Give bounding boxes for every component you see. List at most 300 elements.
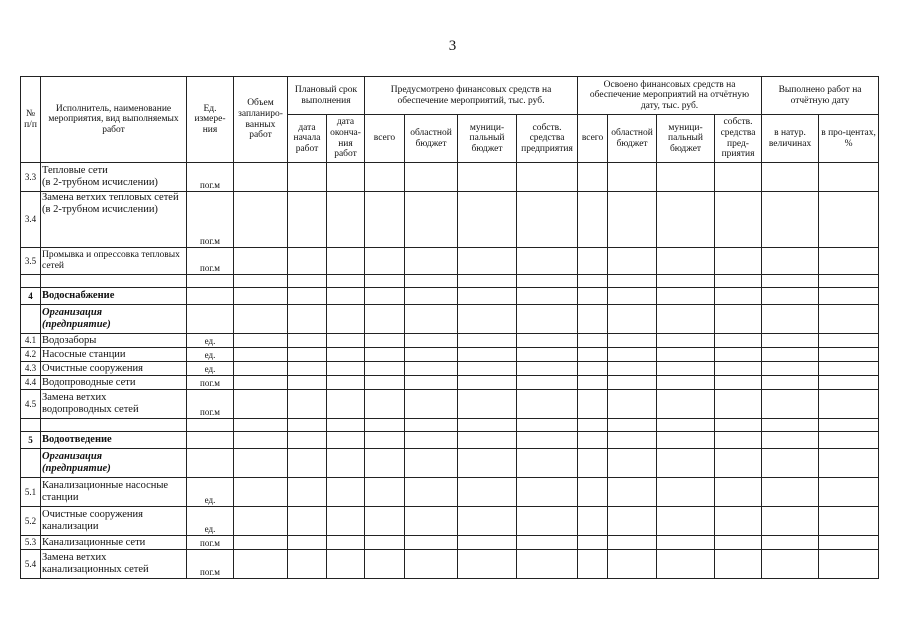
empty-cell (657, 432, 715, 449)
empty-cell (657, 507, 715, 536)
empty-cell (819, 334, 879, 348)
empty-cell (458, 192, 517, 248)
row-unit: ед. (187, 334, 234, 348)
row-name: Организация (предприятие) (41, 305, 187, 334)
empty-cell (517, 390, 578, 419)
empty-cell (405, 536, 458, 550)
empty-cell (578, 376, 608, 390)
empty-cell (819, 248, 879, 275)
empty-cell (608, 390, 657, 419)
empty-cell (657, 550, 715, 579)
empty-cell (608, 192, 657, 248)
empty-cell (715, 507, 762, 536)
empty-cell (762, 419, 819, 432)
empty-cell (819, 550, 879, 579)
empty-cell (458, 348, 517, 362)
empty-cell (365, 305, 405, 334)
row-name: Очистные сооружения канализации (41, 507, 187, 536)
empty-cell (608, 163, 657, 192)
empty-cell (715, 362, 762, 376)
header-provided-own: собств. средства предприятия (517, 115, 578, 163)
empty-cell (365, 390, 405, 419)
empty-cell (578, 507, 608, 536)
empty-cell (234, 432, 288, 449)
empty-cell (517, 507, 578, 536)
empty-cell (458, 432, 517, 449)
empty-cell (234, 478, 288, 507)
empty-cell (365, 362, 405, 376)
empty-cell (715, 192, 762, 248)
header-percent: в про-центах, % (819, 115, 879, 163)
empty-cell (517, 163, 578, 192)
empty-cell (657, 536, 715, 550)
empty-cell (608, 376, 657, 390)
empty-cell (517, 449, 578, 478)
row-unit: пог.м (187, 163, 234, 192)
empty-cell (405, 390, 458, 419)
empty-cell (762, 550, 819, 579)
empty-cell (458, 376, 517, 390)
empty-cell (517, 478, 578, 507)
empty-cell (715, 432, 762, 449)
empty-cell (288, 248, 327, 275)
table-row (21, 507, 879, 536)
page-number: 3 (448, 38, 457, 54)
empty-cell (405, 478, 458, 507)
empty-cell (288, 550, 327, 579)
empty-cell (327, 362, 365, 376)
empty-cell (819, 348, 879, 362)
empty-cell (578, 305, 608, 334)
empty-cell (365, 163, 405, 192)
empty-cell (657, 334, 715, 348)
empty-cell (365, 288, 405, 305)
empty-cell (405, 432, 458, 449)
row-name (41, 275, 187, 288)
empty-cell (458, 288, 517, 305)
row-unit: ед. (187, 348, 234, 362)
empty-cell (578, 536, 608, 550)
empty-cell (405, 550, 458, 579)
empty-cell (405, 192, 458, 248)
table-row (21, 348, 879, 362)
empty-cell (715, 163, 762, 192)
empty-cell (608, 449, 657, 478)
empty-cell (762, 449, 819, 478)
empty-cell (288, 478, 327, 507)
row-name: Замена ветхих водопроводных сетей (41, 390, 187, 419)
empty-cell (657, 275, 715, 288)
empty-cell (819, 163, 879, 192)
header-mastered-municipal: муници-пальный бюджет (657, 115, 715, 163)
empty-cell (517, 275, 578, 288)
empty-cell (365, 449, 405, 478)
empty-cell (327, 192, 365, 248)
empty-cell (234, 507, 288, 536)
row-number: 4 (21, 288, 41, 305)
empty-cell (715, 334, 762, 348)
empty-cell (458, 478, 517, 507)
empty-cell (762, 248, 819, 275)
table-row (21, 248, 879, 275)
empty-cell (762, 478, 819, 507)
empty-cell (234, 192, 288, 248)
empty-cell (327, 248, 365, 275)
empty-cell (657, 419, 715, 432)
empty-cell (715, 536, 762, 550)
empty-cell (365, 248, 405, 275)
empty-cell (288, 376, 327, 390)
empty-cell (819, 390, 879, 419)
empty-cell (327, 275, 365, 288)
table-row (21, 192, 879, 248)
empty-cell (234, 550, 288, 579)
empty-cell (715, 390, 762, 419)
row-number (21, 305, 41, 334)
header-provided-funds: Предусмотрено финансовых средств на обеспечение мероприятий, тыс. руб. (365, 77, 578, 115)
empty-cell (234, 348, 288, 362)
row-unit: пог.м (187, 390, 234, 419)
empty-cell (234, 376, 288, 390)
empty-cell (578, 348, 608, 362)
empty-cell (819, 449, 879, 478)
empty-cell (327, 507, 365, 536)
row-number: 4.2 (21, 348, 41, 362)
row-unit (187, 432, 234, 449)
empty-cell (762, 192, 819, 248)
row-unit: пог.м (187, 536, 234, 550)
row-name: Замена ветхих канализационных сетей (41, 550, 187, 579)
empty-cell (458, 248, 517, 275)
row-number: 4.1 (21, 334, 41, 348)
empty-cell (657, 305, 715, 334)
empty-cell (657, 362, 715, 376)
empty-cell (405, 419, 458, 432)
table-row (21, 376, 879, 390)
empty-cell (327, 288, 365, 305)
empty-cell (715, 419, 762, 432)
empty-cell (517, 334, 578, 348)
empty-cell (578, 432, 608, 449)
empty-cell (288, 305, 327, 334)
empty-cell (762, 275, 819, 288)
row-number: 5.4 (21, 550, 41, 579)
empty-cell (288, 348, 327, 362)
empty-cell (715, 288, 762, 305)
header-provided-municipal: муници-пальный бюджет (458, 115, 517, 163)
empty-cell (234, 275, 288, 288)
header-completed-works: Выполнено работ на отчётную дату (762, 77, 879, 115)
row-unit (187, 288, 234, 305)
table-row (21, 390, 879, 419)
header-mastered-funds: Освоено финансовых средств на обеспечение мероприятий на отчётную дату, тыс. руб. (578, 77, 762, 115)
empty-cell (715, 449, 762, 478)
row-unit (187, 305, 234, 334)
empty-cell (405, 163, 458, 192)
empty-cell (657, 390, 715, 419)
empty-cell (365, 348, 405, 362)
empty-cell (288, 163, 327, 192)
empty-cell (288, 288, 327, 305)
header-unit: Ед. измере-ния (187, 77, 234, 163)
empty-cell (458, 362, 517, 376)
empty-cell (234, 288, 288, 305)
row-number: 5 (21, 432, 41, 449)
header-mastered-total: всего (578, 115, 608, 163)
row-number (21, 275, 41, 288)
empty-cell (819, 362, 879, 376)
header-mastered-own: собств. средства пред-приятия (715, 115, 762, 163)
row-number: 5.1 (21, 478, 41, 507)
empty-cell (578, 550, 608, 579)
empty-cell (608, 419, 657, 432)
empty-cell (365, 478, 405, 507)
empty-cell (715, 550, 762, 579)
row-unit: ед. (187, 362, 234, 376)
empty-cell (819, 419, 879, 432)
empty-cell (405, 334, 458, 348)
empty-cell (517, 305, 578, 334)
empty-cell (819, 192, 879, 248)
header-end-date: дата оконча-ния работ (327, 115, 365, 163)
table-row (21, 362, 879, 376)
table-body (21, 163, 879, 579)
header-mastered-regional: областной бюджет (608, 115, 657, 163)
empty-cell (762, 536, 819, 550)
table-row (21, 536, 879, 550)
empty-cell (405, 449, 458, 478)
empty-cell (657, 288, 715, 305)
empty-cell (517, 550, 578, 579)
row-name: Водоотведение (41, 432, 187, 449)
header-executor: Исполнитель, наименование мероприятия, вид выполняемых работ (41, 77, 187, 163)
empty-cell (819, 275, 879, 288)
empty-cell (578, 288, 608, 305)
empty-cell (234, 536, 288, 550)
empty-cell (288, 507, 327, 536)
header-num: № п/п (21, 77, 41, 163)
empty-cell (405, 362, 458, 376)
empty-cell (578, 478, 608, 507)
table-row (21, 334, 879, 348)
row-number (21, 449, 41, 478)
row-name: Водозаборы (41, 334, 187, 348)
empty-cell (288, 536, 327, 550)
empty-cell (458, 550, 517, 579)
row-number (21, 419, 41, 432)
empty-cell (819, 376, 879, 390)
row-unit: пог.м (187, 550, 234, 579)
empty-cell (365, 432, 405, 449)
empty-cell (458, 334, 517, 348)
empty-cell (365, 507, 405, 536)
empty-cell (517, 362, 578, 376)
empty-cell (517, 348, 578, 362)
empty-cell (234, 334, 288, 348)
empty-cell (365, 334, 405, 348)
table-row (21, 550, 879, 579)
empty-cell (365, 192, 405, 248)
table-row (21, 305, 879, 334)
empty-cell (608, 348, 657, 362)
report-table (20, 76, 879, 579)
row-unit: пог.м (187, 376, 234, 390)
empty-cell (657, 348, 715, 362)
row-number: 3.4 (21, 192, 41, 248)
row-name: Организация (предприятие) (41, 449, 187, 478)
empty-cell (608, 550, 657, 579)
table-row (21, 449, 879, 478)
row-unit: пог.м (187, 248, 234, 275)
row-number: 4.3 (21, 362, 41, 376)
empty-cell (327, 419, 365, 432)
row-unit: пог.м (187, 192, 234, 248)
row-name (41, 419, 187, 432)
empty-cell (234, 419, 288, 432)
row-name: Водопроводные сети (41, 376, 187, 390)
row-unit (187, 449, 234, 478)
empty-cell (608, 275, 657, 288)
empty-cell (458, 275, 517, 288)
table-row (21, 478, 879, 507)
row-number: 5.3 (21, 536, 41, 550)
empty-cell (578, 192, 608, 248)
empty-cell (715, 305, 762, 334)
empty-cell (762, 376, 819, 390)
empty-cell (288, 390, 327, 419)
row-number: 3.3 (21, 163, 41, 192)
row-name: Промывка и опрессовка тепловых сетей (41, 248, 187, 275)
empty-cell (234, 248, 288, 275)
empty-cell (458, 163, 517, 192)
empty-cell (405, 248, 458, 275)
empty-cell (715, 348, 762, 362)
empty-cell (608, 536, 657, 550)
empty-cell (715, 248, 762, 275)
empty-cell (234, 362, 288, 376)
empty-cell (405, 376, 458, 390)
empty-cell (578, 163, 608, 192)
empty-cell (458, 536, 517, 550)
row-name: Очистные сооружения (41, 362, 187, 376)
empty-cell (327, 449, 365, 478)
empty-cell (405, 275, 458, 288)
empty-cell (819, 478, 879, 507)
empty-cell (327, 550, 365, 579)
header-provided-total: всего (365, 115, 405, 163)
empty-cell (288, 192, 327, 248)
empty-cell (762, 507, 819, 536)
empty-cell (458, 419, 517, 432)
empty-cell (517, 536, 578, 550)
empty-cell (762, 163, 819, 192)
empty-cell (715, 275, 762, 288)
empty-cell (762, 432, 819, 449)
empty-cell (327, 432, 365, 449)
empty-cell (819, 288, 879, 305)
row-unit: ед. (187, 507, 234, 536)
empty-cell (517, 419, 578, 432)
empty-cell (288, 432, 327, 449)
empty-cell (327, 305, 365, 334)
empty-cell (608, 362, 657, 376)
empty-cell (578, 390, 608, 419)
empty-cell (517, 288, 578, 305)
empty-cell (608, 507, 657, 536)
empty-cell (715, 478, 762, 507)
table-row (21, 288, 879, 305)
table-row (21, 432, 879, 449)
row-unit (187, 419, 234, 432)
row-unit (187, 275, 234, 288)
empty-cell (608, 305, 657, 334)
empty-cell (405, 305, 458, 334)
empty-cell (762, 362, 819, 376)
row-name: Замена ветхих тепловых сетей (в 2-трубном исчислении) (41, 192, 187, 248)
empty-cell (405, 507, 458, 536)
table-row (21, 419, 879, 432)
empty-cell (657, 449, 715, 478)
empty-cell (578, 362, 608, 376)
empty-cell (578, 275, 608, 288)
empty-cell (578, 449, 608, 478)
header-natural-units: в натур. величинах (762, 115, 819, 163)
empty-cell (458, 305, 517, 334)
empty-cell (517, 192, 578, 248)
empty-cell (657, 192, 715, 248)
empty-cell (458, 507, 517, 536)
row-name: Водоснабжение (41, 288, 187, 305)
empty-cell (288, 449, 327, 478)
row-name: Насосные станции (41, 348, 187, 362)
empty-cell (288, 419, 327, 432)
empty-cell (657, 376, 715, 390)
empty-cell (819, 305, 879, 334)
empty-cell (327, 536, 365, 550)
row-name: Канализационные насосные станции (41, 478, 187, 507)
header-planned-term: Плановый срок выполнения (288, 77, 365, 115)
row-unit: ед. (187, 478, 234, 507)
empty-cell (458, 449, 517, 478)
empty-cell (608, 334, 657, 348)
empty-cell (762, 348, 819, 362)
row-number: 4.4 (21, 376, 41, 390)
empty-cell (762, 288, 819, 305)
empty-cell (762, 305, 819, 334)
empty-cell (517, 248, 578, 275)
row-number: 5.2 (21, 507, 41, 536)
empty-cell (234, 305, 288, 334)
empty-cell (517, 432, 578, 449)
empty-cell (234, 163, 288, 192)
empty-cell (405, 348, 458, 362)
empty-cell (327, 390, 365, 419)
empty-cell (365, 550, 405, 579)
empty-cell (715, 376, 762, 390)
empty-cell (365, 275, 405, 288)
header-provided-regional: областной бюджет (405, 115, 458, 163)
empty-cell (458, 390, 517, 419)
header-start-date: дата начала работ (288, 115, 327, 163)
table-row (21, 275, 879, 288)
empty-cell (288, 275, 327, 288)
empty-cell (234, 390, 288, 419)
table-row (21, 163, 879, 192)
row-number: 3.5 (21, 248, 41, 275)
empty-cell (234, 449, 288, 478)
empty-cell (608, 432, 657, 449)
empty-cell (517, 376, 578, 390)
